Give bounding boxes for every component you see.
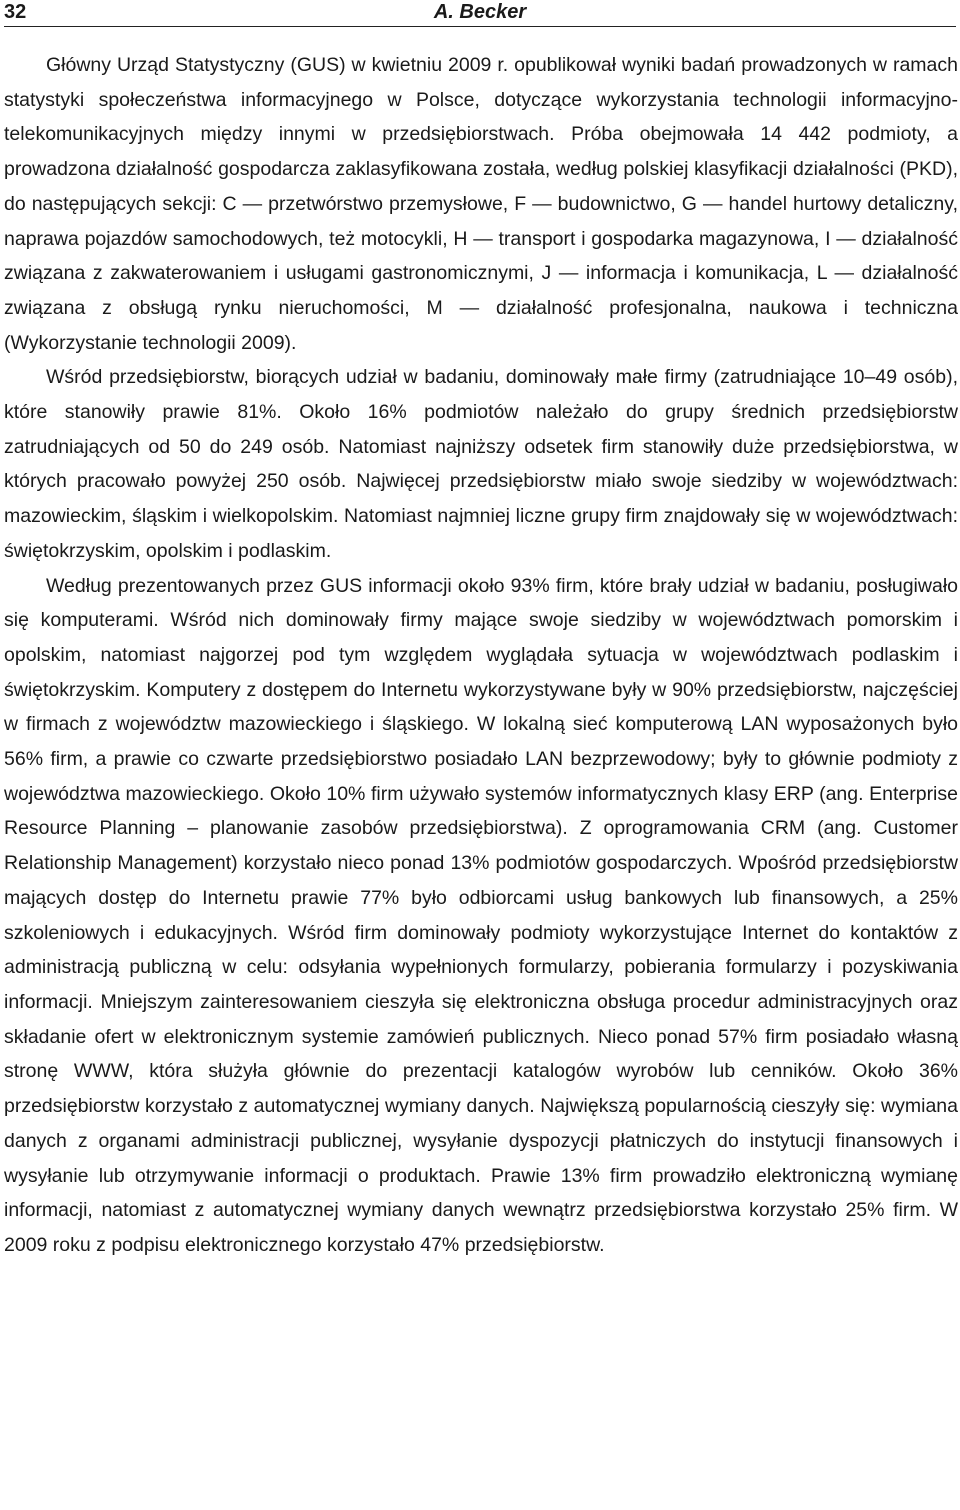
- running-header-author: A. Becker: [433, 1, 527, 23]
- paragraph-ict-usage: Według prezentowanych przez GUS informacji około 93% firm, które brały udział w badaniu, posługiwało się komputerami. Wśród nich dominowały firmy mające swoje siedziby w województwach pomorskim i opolskim, natomiast najgorzej pod tym względem wyglądała sytuacja w województwach podlaskim i świętokrzyskim. Komputery z dostępem do Internetu wykorzystywane były w 90% przedsiębiorstw, najczęściej w firmach z województw mazowieckiego i śląskiego. W lokalną sieć komputerową LAN wyposażonych było 56% firm, a prawie co czwarte przedsiębiorstwo posiadało LAN bezprzewodowy; były to głównie podmioty z województwa mazowieckiego. Około 10% firm używało systemów informatycznych klasy ERP (ang. Enterprise Resource Planning – planowanie zasobów przedsiębiorstwa). Z oprogramowania CRM (ang. Customer Relationship Management) korzystało nieco ponad 13% podmiotów gospodarczych. Wpośród przedsiębiorstw mających dostęp do Internetu prawie 77% było odbiorcami usług bankowych lub finansowych, a 25% szkoleniowych i edukacyjnych. Wśród firm dominowały podmioty wykorzystujące Internet do kontaktów z administracją publiczną w celu: odsyłania wypełnionych formularzy, pobierania formularzy i pozyskiwania informacji. Mniejszym zainteresowaniem cieszyła się elektroniczna obsługa procedur administracyjnych oraz składanie ofert w elektronicznym systemie zamówień publicznych. Nieco ponad 57% firm posiadało własną stronę WWW, która służyła głównie do prezentacji katalogów wyrobów lub cenników. Około 36% przedsiębiorstw korzystało z automatycznej wymiany danych. Największą popularnością cieszyły się: wymiana danych z organami administracji publicznej, wysyłanie dyspozycji płatniczych do instytucji finansowych i wysyłanie lub otrzymywanie informacji o produktach. Prawie 13% firm prowadziło elektroniczną wymianę informacji, natomiast z automatycznej wymiany danych wewnątrz przedsiębiorstwa korzystało 25% firm. W 2009 roku z podpisu elektronicznego korzystało 47% przedsiębiorstw.: [4, 574, 958, 1256]
- body-text: [4, 48, 958, 1263]
- paragraph-enterprise-size: Wśród przedsiębiorstw, biorących udział w badaniu, dominowały małe firmy (zatrudniające 10–49 osób), które stanowiły prawie 81%. Około 16% podmiotów należało do grupy średnich przedsiębiorstw zatrudniających od 50 do 249 osób. Natomiast najniższy odsetek firm stanowiły duże przedsiębiorstwa, w których pracowało powyżej 250 osób. Najwięcej przedsiębiorstw miało swoje siedziby w województwach: mazowieckim, śląskim i wielkopolskim. Natomiast najmniej liczne grupy firm znajdowały się w województwach: świętokrzyskim, opolskim i podlaskim.: [4, 366, 958, 562]
- page-number: 32: [4, 1, 27, 23]
- paragraph-gus-survey: Główny Urząd Statystyczny (GUS) w kwietniu 2009 r. opublikował wyniki badań prowadzonych w ramach statystyki społeczeństwa informacyjnego w Polsce, dotyczące wykorzystania technologii informacyjno-telekomunikacyjnych między innymi w przedsiębiorstwach. Próba obejmowała 14 442 podmioty, a prowadzona działalność gospodarcza zaklasyfikowana została, według polskiej klasyfikacji działalności (PKD), do następujących sekcji: C — przetwórstwo przemysłowe, F — budownictwo, G — handel hurtowy detaliczny, naprawa pojazdów samochodowych, też motocykli, H — transport i gospodarka magazynowa, I — działalność związana z zakwaterowaniem i usługami gastronomicznymi, J — informacja i komunikacja, L — działalność związana z obsługą rynku nieruchomości, M — działalność profesjonalna, naukowa i techniczna (Wykorzystanie technologii 2009).: [4, 54, 958, 354]
- running-header: [4, 0, 956, 27]
